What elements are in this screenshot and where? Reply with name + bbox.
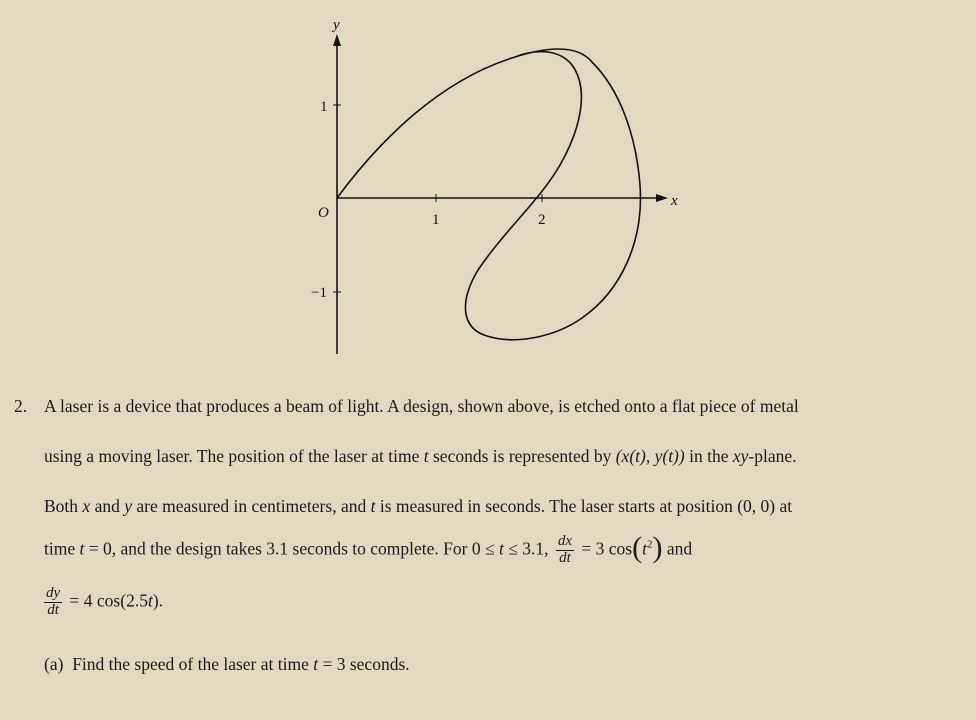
dx-denominator: dt [559, 549, 571, 566]
line3-y: y [124, 496, 133, 516]
part-a [44, 656, 410, 674]
line3-pre: Both [44, 496, 83, 516]
dy-rhs-pre: = 4 cos(2.5 [65, 590, 148, 611]
line2-post: in the [684, 446, 733, 466]
dy-rhs-post: ). [152, 590, 164, 611]
laser-design-curve [337, 49, 640, 340]
dy-denominator: dt [47, 601, 59, 618]
dx-rhs: = 3 cos [577, 538, 633, 559]
x-axis-arrow [656, 194, 668, 202]
line2-t: t [423, 446, 429, 466]
line4-range: ≤ 3.1, [503, 538, 553, 559]
x-tick-label-2: 2 [538, 212, 546, 228]
line2-mid: seconds is represented by [428, 446, 616, 466]
line4-t2: t [498, 538, 504, 559]
problem-line-2 [44, 448, 797, 466]
dx-arg-t: t [642, 538, 647, 559]
line2-pre: using a moving laser. The position of the laser at time [44, 446, 424, 466]
part-a-t: t [313, 654, 319, 674]
line2-position: (x(t), y(t)) [615, 446, 685, 466]
line2-xy: xy [732, 446, 749, 466]
y-axis-label: y [333, 17, 340, 33]
dy-numerator: dy [46, 585, 61, 601]
line3-t: t [370, 496, 376, 516]
part-a-pre: Find the speed of the laser at time [72, 654, 314, 674]
dx-dt-fraction [556, 534, 574, 567]
problem-line-3 [44, 498, 792, 516]
origin-label: O [318, 205, 329, 221]
x-axis-label: x [671, 193, 678, 209]
y-axis-arrow [333, 34, 341, 46]
line2-end: -plane. [748, 446, 797, 466]
problem-number: 2. [14, 396, 28, 416]
line3-mid: are measured in centimeters, and [132, 496, 371, 516]
y-tick-label-neg1: −1 [311, 285, 327, 301]
dy-dt-fraction [44, 586, 62, 619]
problem-line-4 [44, 531, 693, 567]
dy-rhs-t: t [147, 590, 153, 611]
line3-x: x [82, 496, 91, 516]
line4-mid: = 0, and the design takes 3.1 seconds to complete. For 0 ≤ [84, 538, 499, 559]
dx-numerator: dx [557, 533, 572, 549]
part-a-label: (a) [44, 654, 64, 674]
problem-line-1 [44, 398, 799, 416]
line4-pre: time [44, 538, 80, 559]
line4-and: and [662, 538, 693, 559]
line3-post: is measured in seconds. The laser starts at position (0, 0) at [375, 496, 793, 516]
dx-exponent: 2 [646, 538, 653, 551]
line1-text: A laser is a device that produces a beam of light. A design, shown above, is etched onto a flat piece of metal [44, 396, 799, 416]
part-a-post: = 3 seconds. [318, 654, 410, 674]
x-tick-label-1: 1 [432, 212, 440, 228]
problem-line-5 [44, 586, 163, 619]
y-tick-label-1: 1 [320, 99, 328, 115]
line4-t: t [79, 538, 85, 559]
left-paren: ( [632, 531, 643, 565]
right-paren: ) [652, 531, 663, 565]
line3-and: and [90, 496, 125, 516]
